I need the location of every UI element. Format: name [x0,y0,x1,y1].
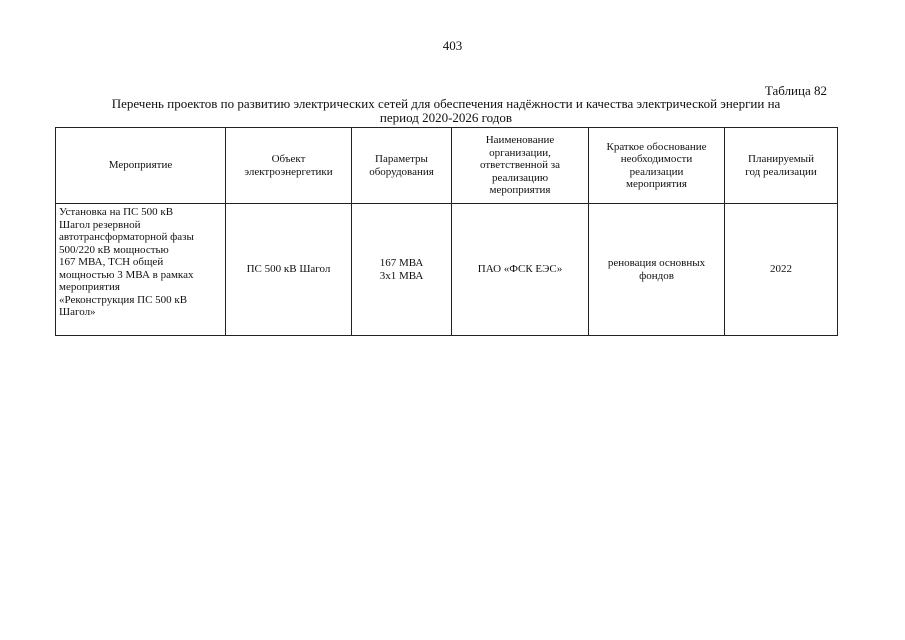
table-label: Таблица 82 [764,83,827,98]
projects-table [55,127,838,336]
header-year: Планируемый год реализации [725,128,838,204]
document-title-line-1: Перечень проектов по развитию электрических сетей для обеспечения надёжности и качества электрической энергии на [111,96,781,111]
cell-organization: ПАО «ФСК ЕЭС» [452,204,589,336]
page-number: 403 [442,38,463,53]
table-row [56,204,838,336]
header-organization: Наименование организации, ответственной за реализацию мероприятия [452,128,589,204]
cell-parameters: 167 МВА 3х1 МВА [352,204,452,336]
document-title-line-2: период 2020-2026 годов [379,110,513,125]
cell-event: Установка на ПС 500 кВ Шагол резервной автотрансформаторной фазы 500/220 кВ мощностью 167 МВА, ТСН общей мощностью 3 МВА в рамках мероприятия «Реконструкция ПС 500 кВ Шагол» [56,204,226,336]
cell-year: 2022 [725,204,838,336]
header-object: Объект электроэнергетики [226,128,352,204]
table-header-row [56,128,838,204]
document-title [56,97,836,125]
header-justification: Краткое обоснование необходимости реализации мероприятия [589,128,725,204]
cell-object: ПС 500 кВ Шагол [226,204,352,336]
header-event: Мероприятие [56,128,226,204]
header-parameters: Параметры оборудования [352,128,452,204]
cell-justification: реновация основных фондов [589,204,725,336]
